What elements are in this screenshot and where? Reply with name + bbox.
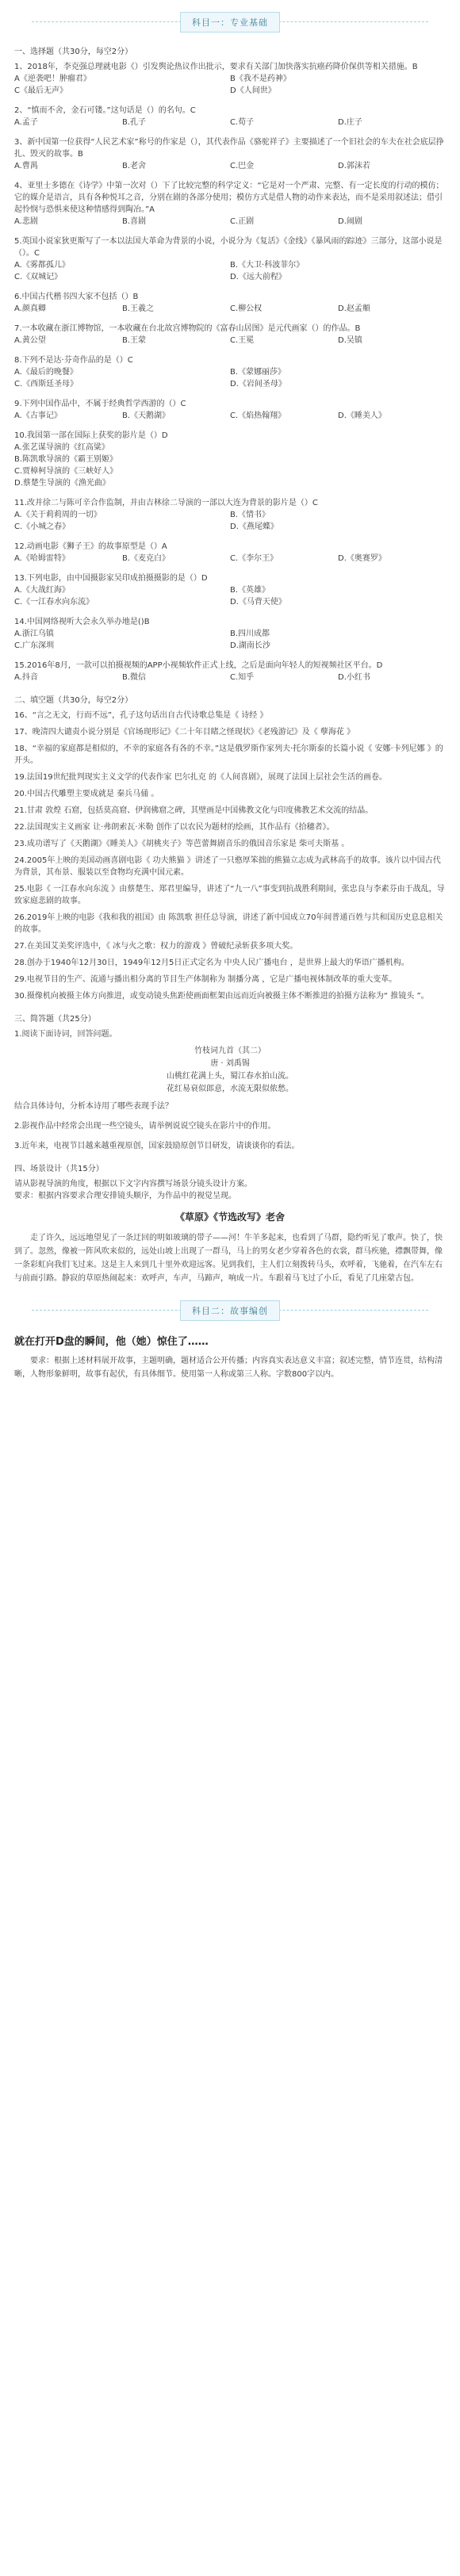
options: [14, 410, 446, 422]
option: D.赵孟頫: [338, 304, 370, 313]
option: D.小红书: [338, 673, 370, 682]
choice-question: [14, 616, 446, 652]
option: C《最后无声》: [14, 86, 67, 95]
fill-question: 18、“幸福的家庭都是相似的，不幸的家庭各有各的不幸。”这是俄罗斯作家列夫·托尔斯泰的长篇小说《 安娜·卡列尼娜 》的开头。: [14, 744, 443, 765]
story-title: 就在打开D盘的瞬间，他（她）惊住了……: [14, 1336, 209, 1348]
short-answer-1: [14, 1028, 446, 1112]
question-text: 3、新中国第一位获得“人民艺术家”称号的作家是（），其代表作品《骆驼祥子》主要描述了一个旧社会的车夫在社会底层挣扎、毁灭的故事。B: [14, 138, 444, 159]
option: D.《燕尾蝶》: [230, 522, 278, 531]
fill-question: 19.法国19世纪批判现实主义文学的代表作家 巴尔扎克 的《人间喜剧》，展现了法国上层社会生活的画卷。: [14, 773, 387, 782]
options: [14, 553, 446, 565]
choice-question: [14, 541, 446, 565]
fill-question: 26.2019年上映的电影《我和我的祖国》由 陈凯歌 担任总导演，讲述了新中国成立70年间普通百姓与共和国历史息息相关的故事。: [14, 913, 443, 934]
choice-question: [14, 235, 446, 283]
option: B.《大卫·科波菲尔》: [230, 261, 305, 270]
option: A.张艺谋导演的《红高粱》: [14, 443, 109, 452]
options: [14, 160, 446, 172]
poem-title: 竹枝词九首（其二）: [194, 1047, 266, 1055]
fill-question: 20.中国古代雕塑主要成就是 秦兵马俑 。: [14, 790, 159, 798]
question-text: 6.中国古代楷书四大家不包括（）B: [14, 293, 139, 301]
option: B.四川成都: [230, 630, 270, 638]
choice-question: [14, 354, 446, 390]
fill-questions: [14, 710, 446, 1002]
options: [14, 366, 446, 390]
subject-one-banner: [0, 11, 460, 33]
option: B.孔子: [122, 118, 147, 127]
option: C.广东深圳: [14, 641, 55, 650]
option: B.《英雄》: [230, 586, 270, 595]
option: C.《小城之春》: [14, 522, 71, 531]
choice-question: [14, 572, 446, 608]
option: C.《双城记》: [14, 273, 63, 281]
question-text: 1、2018年，李克强总理就电影《）引发舆论热议作出批示，要求有关部门加快落实抗癌药降价保供等相关措施。B: [14, 63, 418, 71]
poem-line: 花红易衰似郎意，水流无限似侬愁。: [167, 1085, 293, 1093]
option: D.湖南长沙: [230, 641, 270, 650]
poem-line: 山桃红花满上头，蜀江春水拍山流。: [167, 1072, 293, 1081]
option: D.庄子: [338, 118, 362, 127]
section-title-scene: 四、场景设计（共15分）: [14, 1165, 104, 1173]
section-title-short: 三、简答题（共25分）: [14, 1015, 96, 1024]
option: A《逆袭吧！肿瘤君》: [14, 75, 91, 83]
choice-question: [14, 105, 446, 128]
option: A.《古事记》: [14, 411, 62, 420]
fill-question: 17、晚清四大谴责小说分别是《官场现形记》《二十年目睹之怪现状》《老残游记》及《 孽海花 》: [14, 728, 355, 737]
option: B.陈凯歌导演的《霸王别姬》: [14, 455, 118, 464]
option: B.《麦克白》: [122, 554, 171, 563]
option: C.巴金: [230, 162, 255, 170]
option: A.黄公望: [14, 336, 46, 345]
choice-question: [14, 136, 446, 172]
short-answer-1-prompt: 1.阅读下面诗词，回答问题。: [14, 1030, 117, 1039]
option: B.《天鹅湖》: [122, 411, 171, 420]
option: A.浙江乌镇: [14, 630, 54, 638]
question-text: 2、“慎而不舍，金石可镂。”这句话是（）的名句。C: [14, 106, 196, 115]
options: [14, 509, 446, 533]
option: A.《哈姆雷特》: [14, 554, 70, 563]
choice-questions: [14, 61, 446, 683]
question-text: 15.2016年8月，一款可以拍摄视频的APP小视频软件正式上线，之后是面向年轻人的短视频社区平台。D: [14, 661, 383, 670]
option: B.《蒙娜丽莎》: [230, 368, 286, 377]
passage-text: 走了许久，远远地望见了一条迂回的明如玻璃的带子——河！牛羊多起来，也看到了马群，隐约听见了歌声。快了，快到了。忽然，像被一阵风吹来似的，远处山坡上出现了一群马，马上的男女老少穿着各色的衣裳，群马疾驰，襟飘带舞，像一条彩虹向我们飞过来。这是主人来到几十里外欢迎远客。见到我们，主人们立刻拨转马头，欢呼着，飞驰着，在汽车左右与前面引路。静寂的草原热闹起来：欢呼声，车声，马蹄声，响成一片。车跟着马飞过了小丘，看见了几座蒙古包。: [14, 1234, 443, 1283]
option: A.《最后的晚餐》: [14, 368, 78, 377]
options: [14, 303, 446, 315]
poem-author: 唐 · 刘禹锡: [210, 1059, 250, 1068]
question-text: 12.动画电影《狮子王》的故事原型是（）A: [14, 542, 167, 551]
choice-question: [14, 398, 446, 422]
option: C.贾樟柯导演的《三峡好人》: [14, 467, 118, 476]
question-text: 11.改并徐二与陈可辛合作监制，并由吉林徐二导演的一部以大连为背景的影片是（）C: [14, 499, 318, 507]
fill-question: 22.法国现实主义画家 让·弗朗索瓦·米勒 创作了以农民为题材的绘画，其作品有《拾穗者》。: [14, 823, 335, 832]
short-answer-1-question: 结合具体诗句，分析本诗用了哪些表现手法？: [14, 1102, 173, 1111]
options: [14, 335, 446, 346]
option: C.《焰热翰翔》: [230, 411, 286, 420]
story-requirements: 要求：根据上述材料展开故事，主题明确，题材适合公开传播；内容真实表达意义丰富；叙述完整，情节连贯，结构清晰，人物形象鲜明，故事有起伏，有具体细节。使用第一人称或第三人称。字数800字以内。: [14, 1357, 443, 1379]
option: A.《雾都孤儿》: [14, 261, 70, 270]
options: [14, 628, 446, 652]
question-text: 14.中国网络视听大会永久举办地是()B: [14, 618, 150, 626]
short-answer-3: [14, 1140, 446, 1152]
option: C.《李尔王》: [230, 554, 278, 563]
option: C.王冕: [230, 336, 255, 345]
option: A.抖音: [14, 673, 38, 682]
passage-title: 《草原》《节选改写》老舍: [174, 1211, 285, 1223]
choice-question: [14, 323, 446, 346]
option: B.老舍: [122, 162, 147, 170]
option: A.曹禺: [14, 162, 38, 170]
options: [14, 584, 446, 608]
option: C.知乎: [230, 673, 255, 682]
options: [14, 259, 446, 283]
option: D.吴镇: [338, 336, 362, 345]
option: A.《关于莉莉周的一切》: [14, 511, 102, 519]
option: D《人间世》: [230, 86, 276, 95]
question-text: 13.下列电影，由中国摄影家吴印成拍摄摄影的是（）D: [14, 574, 208, 583]
short-answer-3-text: 3.近年来，电视节目越来越重视原创，国家鼓励原创节目研发，请谈谈你的看法。: [14, 1142, 300, 1150]
banner-label: 科目二：故事编创: [180, 1300, 280, 1321]
scene-instruction-1: 请从影视导演的角度，根据以下文字内容撰写场景分镜头设计方案。: [14, 1180, 252, 1188]
options: [14, 117, 446, 128]
poem: [14, 1045, 446, 1096]
short-answer-2: [14, 1120, 446, 1132]
fill-question: 24.2005年上映的美国动画喜剧电影《 功夫熊猫 》讲述了一只憨厚笨拙的熊猫立志成为武林高手的故事。该片以中国古代为背景，其布景、服装以至食物均充满中国元素。: [14, 856, 441, 877]
question-text: 9.下列中国作品中，不属于经典哲学西游的（）C: [14, 400, 186, 408]
section-title-choice: 一、选择题（共30分，每空2分）: [14, 48, 133, 56]
option: A.悲剧: [14, 217, 38, 226]
option: C.荀子: [230, 118, 255, 127]
fill-question: 16、“言之无文，行而不远”，孔子这句话出自古代诗歌总集是《 诗经 》: [14, 711, 268, 720]
choice-question: [14, 497, 446, 533]
choice-question: [14, 660, 446, 683]
option: B.微信: [122, 673, 147, 682]
scene-instructions: [14, 1178, 446, 1202]
question-text: 5.英国小说家狄更斯写了一本以法国大革命为背景的小说，小说分为《复活》《金线》《暴风雨的踪迹》三部分，这部小说是（）。C: [14, 237, 443, 258]
option: A.孟子: [14, 118, 38, 127]
option: C.正剧: [230, 217, 255, 226]
option: D.《远大前程》: [230, 273, 286, 281]
question-text: 4、亚里士多德在《诗学》中第一次对（）下了比较完整的科学定义：“它是对一个严肃、完整、有一定长度的行动的模仿；它的媒介是语言，具有各种悦耳之音，分别在剧的各部分使用；模仿方式是借人物的动作来表达，而不是采用叙述法；借引起怜悯与恐惧来使这种情感得到陶冶。”A: [14, 182, 444, 214]
fill-question: 29.电视节目的生产、流通与播出相分离的节目生产体制称为 制播分离 ，它是广播电视体制改革的重大变革。: [14, 975, 397, 984]
fill-question: 28.创办于1940年12月30日，1949年12月5日正式定名为 中央人民广播电台 ，是世界上最大的华语广播机构。: [14, 959, 409, 967]
options: [14, 672, 446, 683]
option: B.王羲之: [122, 304, 155, 313]
option: D.《岩间圣母》: [230, 380, 286, 389]
options: [14, 73, 446, 97]
question-text: 8.下列不是达·芬奇作品的是（）C: [14, 356, 133, 365]
choice-question: [14, 291, 446, 315]
fill-question: 21.甘肃 敦煌 石窟，包括莫高窟、伊润佛窟之碑，其壁画是中国佛教文化与印度佛教艺术交流的结晶。: [14, 806, 374, 815]
scene-instruction-2: 要求：根据内容要求合理安排镜头顺序，为作品中的视觉呈现。: [14, 1192, 236, 1200]
option: C.《西斯廷圣母》: [14, 380, 79, 389]
option: C.柳公权: [230, 304, 263, 313]
section-title-fill: 二、填空题（共30分，每空2分）: [14, 696, 133, 705]
option: D.《睡美人》: [338, 411, 386, 420]
option: B.喜剧: [122, 217, 147, 226]
fill-question: 27.在美国艾美奖评选中，《 冰与火之歌：权力的游戏 》曾破纪录斩获多项大奖。: [14, 942, 298, 951]
question-text: 10.我国第一部在国际上获奖的影片是（）D: [14, 431, 168, 440]
subject-two-banner: [0, 1299, 460, 1322]
option: B.《情书》: [230, 511, 270, 519]
banner-label: 科目一：专业基础: [180, 12, 280, 33]
option: B《我不是药神》: [230, 75, 291, 83]
option: A.颜真卿: [14, 304, 46, 313]
fill-question: 23.成功谱写了《天鹅湖》《睡美人》《胡桃夹子》等芭蕾舞剧音乐的俄国音乐家是 柴可夫斯基 。: [14, 840, 350, 848]
choice-question: [14, 430, 446, 489]
option: B.王蒙: [122, 336, 147, 345]
choice-question: [14, 180, 446, 228]
option: D.《奥赛罗》: [338, 554, 386, 563]
options: [14, 216, 446, 228]
question-text: 7.一本收藏在浙江博物馆，一本收藏在台北故宫博物院的《富春山居图》是元代画家（）的作品。B: [14, 324, 361, 333]
option: A.《大战红海》: [14, 586, 70, 595]
choice-question: [14, 61, 446, 97]
option: D.闹剧: [338, 217, 362, 226]
option: D.蔡楚生导演的《渔光曲》: [14, 479, 110, 488]
option: D.《马背天使》: [230, 598, 286, 607]
short-answer-2-text: 2.影视作品中经常会出现一些空镜头，请举例说说空镜头在影片中的作用。: [14, 1122, 276, 1131]
fill-question: 30.摄像机向被摄主体方向推进，或变动镜头焦距使画面框架由远而近向被摄主体不断推进的拍摄方法称为“ 推镜头 ”。: [14, 992, 429, 1001]
option: D.郭沫若: [338, 162, 370, 170]
options: [14, 442, 446, 489]
option: C.《一江春水向东流》: [14, 598, 94, 607]
fill-question: 25.电影《 一江春水向东流 》由蔡楚生、郑君里编导，讲述了“九一八”事变到抗战胜利期间，张忠良与李素芬由于战乱，导致家庭悲剧的故事。: [14, 885, 445, 905]
